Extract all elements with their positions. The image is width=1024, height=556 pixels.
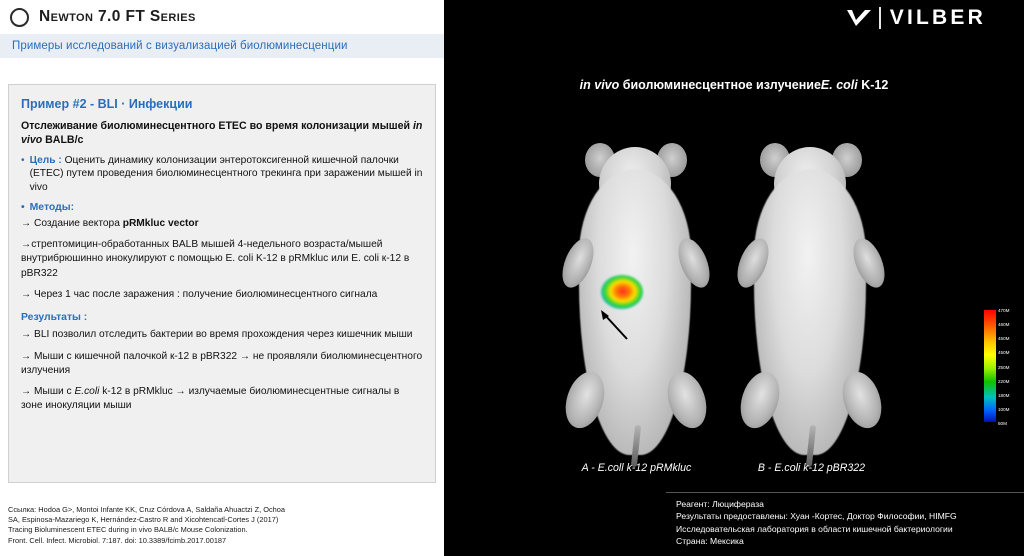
result-item-1: → BLI позволил отследить бактерии во время прохождения через кишечник мыши [21,329,413,341]
colorbar-tick: 450M [998,350,1010,356]
bioluminescent-signal-overlay [601,275,643,309]
methods-label: Методы: [29,201,75,213]
mouse-b-label: B - E.coli k-12 pBR322 [757,462,866,474]
vilber-v-mark-icon [846,8,872,28]
method-item-3: → Через 1 час после заражения : получение биолюминесцентного сигнала [21,289,378,301]
method-1-bold: pRMkluc vector [122,217,199,229]
result-3-a: → Мыши с [21,386,75,398]
bullet-dot-icon: • [21,201,25,213]
left-content-panel [0,0,444,556]
logo-divider [879,7,881,29]
card-title: Пример #2 - BLI · Инфекции [21,97,193,111]
colorbar-tick: 100M [998,406,1010,412]
card-lead [21,119,423,148]
figure-caption [444,78,1024,92]
goal-text-wrap [30,154,423,195]
brand-header [0,0,444,34]
goal-label: Цель : [29,154,62,166]
caption-strain: K-12 [857,78,889,92]
footer-line-2: Результаты предоставлены: Хуан -Кортес, Доктор Философии, HIMFG [676,511,957,522]
circle-outline-icon [10,8,29,27]
intensity-colorbar [984,310,996,422]
subtitle-text: Примеры исследований с визуализацией биолюминесценции [12,40,348,52]
colorbar-tick: 470M [998,308,1010,313]
caption-species: E. coli [820,78,858,92]
result-3-italic: E.coli [74,386,100,398]
colorbar-tick: 180M [998,392,1010,398]
vilber-wordmark: VILBER [889,6,986,29]
goal-bullet [21,154,423,195]
footer-line-1: Реагент: Люцифераза [676,499,764,509]
footer-divider [666,492,1024,493]
result-3-b: k-12 в pRMkluc → излучаемые биолюминесцентные сигналы в зоне инокуляции мыши [21,386,400,412]
citation-line-1: Ссылка: Hodoa G>, Montoi Infante KK, Cruz Córdova A, Saldaña Ahuactzi Z, Ochoa [8,505,285,514]
mouse-image-a [549,125,724,465]
methods-label-row [21,202,423,213]
colorbar-tick: 460M [998,322,1010,328]
method-item-1 [21,217,423,231]
vilber-logo [846,6,986,30]
caption-rest: биолюминесцентное излучение [619,78,821,92]
colorbar-tick-labels [997,308,1022,426]
card-lead-suffix: BALB/c [42,134,84,147]
footer-info-block [676,498,957,548]
colorbar-tick: 450M [998,336,1010,342]
caption-italic: in vivo [579,78,620,92]
method-item-2: →стрептомицин-обработанных BALB мышей 4-недельного возраста/мышей внутрибрюшинно инокулируют с помощью E. coli K-12 в pRMkluc или E. coli к-12 в pBR322 [21,239,410,279]
mouse-a-label: A - E.coll k-12 pRMkluc [581,462,692,474]
colorbar-tick: 250M [998,364,1010,370]
citation-line-4: Front. Cell. Infect. Microbiol. 7:187. doi: 10.3389/fcimb.2017.00187 [8,535,227,545]
footer-line-3: Исследовательская лаборатория в области кишечной бактериологии [676,523,953,534]
colorbar-tick: 50M [998,421,1007,426]
footer-line-4: Страна: Мексика [676,536,744,547]
page-title: Newton 7.0 FT Series [39,8,196,25]
result-item-3 [21,385,423,414]
example-card [8,84,436,483]
goal-text: Оценить динамику колонизации энтеротоксигенной кишечной палочки (ETEC) путем проведения биолюминесцентного трекинга при заражении мышей in vivo [29,154,423,194]
colorbar-tick: 220M [998,378,1010,384]
method-1-prefix: → Создание вектора [21,217,123,229]
citation-block [8,505,436,546]
results-label: Результаты : [21,312,88,324]
bullet-dot-icon: • [21,154,25,166]
right-image-panel [444,0,1024,556]
citation-line-3: Tracing Bioluminescent ETEC during in vivo BALB/c Mouse Colonization. [8,525,248,535]
card-lead-prefix: Отслеживание биолюминесцентного ETEC во время колонизации мышей [21,120,413,132]
card-lead-italic: in vivo [21,120,423,147]
mouse-image-b [724,125,899,465]
result-item-2: → Мыши с кишечной палочкой к-12 в pBR322 → не проявляли биолюминесцентного излучения [21,350,423,376]
signal-pointer-arrow-icon [597,309,631,343]
subtitle-bar [0,34,444,58]
citation-line-2: SA, Espinosa-Mazariego K, Hernández-Castro R and Xicohtencatl-Cortes J (2017) [8,515,279,525]
